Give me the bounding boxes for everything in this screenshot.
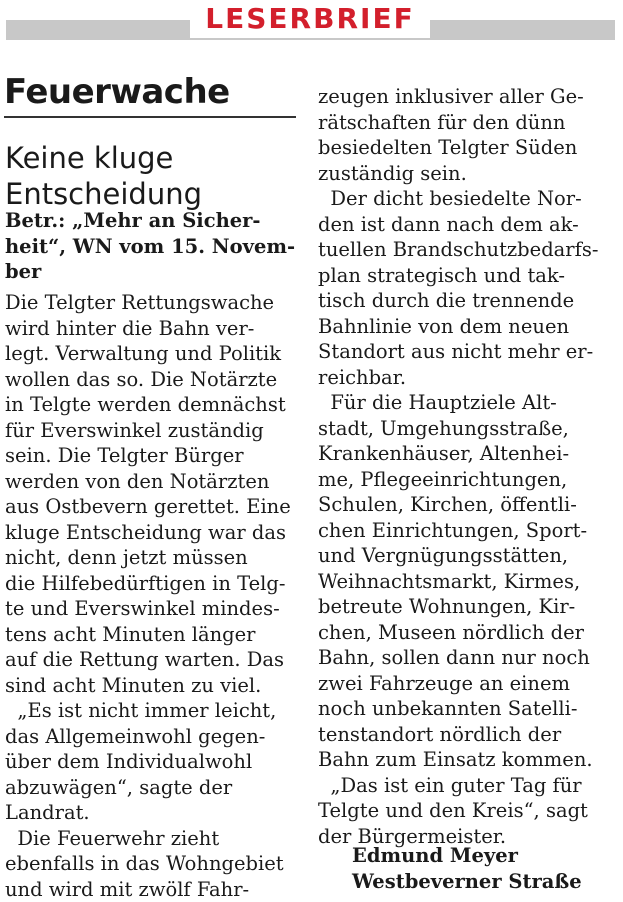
subheadline-line: Keine kluge [5, 140, 202, 176]
body-text-line: tenstandort nördlich der [318, 722, 618, 748]
body-text-line: tisch durch die trennende [318, 288, 618, 314]
body-text-line: sein. Die Telgter Bürger [5, 443, 300, 469]
body-text-line: wird hinter die Bahn ver- [5, 316, 300, 342]
body-text-line: chen Einrichtungen, Sport- [318, 518, 618, 544]
body-text-line: wollen das so. Die Notärzte [5, 367, 300, 393]
body-text-line: der Bürgermeister. [318, 824, 618, 850]
body-text-line: Der dicht besiedelte Nor- [318, 186, 618, 212]
body-text-line: sind acht Minuten zu viel. [5, 673, 300, 699]
body-text-line: über dem Individualwohl [5, 749, 300, 775]
subheadline [5, 140, 202, 212]
body-text-line: abzuwägen“, sagte der [5, 775, 300, 801]
body-text-line: Landrat. [5, 800, 300, 826]
body-text-line: stadt, Umgehungsstraße, [318, 416, 618, 442]
reference-line [5, 208, 295, 285]
body-text-line: Für die Hauptziele Alt- [318, 390, 618, 416]
body-text-line: werden von den Notärzten [5, 469, 300, 495]
body-text-line: für Everswinkel zuständig [5, 418, 300, 444]
body-text-line: aus Ostbevern gerettet. Eine [5, 494, 300, 520]
body-text-line: betreute Wohnungen, Kir- [318, 594, 618, 620]
body-column-2 [318, 84, 618, 849]
body-text-line: plan strategisch und tak- [318, 263, 618, 289]
body-text-line: zeugen inklusiver aller Ge- [318, 84, 618, 110]
body-text-line: Schulen, Kirchen, öffentli- [318, 492, 618, 518]
body-text-line: reichbar. [318, 365, 618, 391]
body-text-line: Bahnlinie von dem neuen [318, 314, 618, 340]
body-text-line: nicht, denn jetzt müssen [5, 545, 300, 571]
body-text-line: das Allgemeinwohl gegen- [5, 724, 300, 750]
subheadline-line: Entscheidung [5, 176, 202, 212]
body-text-line: Die Feuerwehr zieht [5, 826, 300, 852]
body-text-line: tens acht Minuten länger [5, 622, 300, 648]
body-text-line: Bahn, sollen dann nur noch [318, 645, 618, 671]
body-text-line: zwei Fahrzeuge an einem [318, 671, 618, 697]
body-text-line: den ist dann nach dem ak- [318, 212, 618, 238]
reference-text: ber [5, 259, 295, 285]
body-text-line: Weihnachtsmarkt, Kirmes, [318, 569, 618, 595]
body-text-line: Bahn zum Einsatz kommen. [318, 747, 618, 773]
body-text-line: auf die Rettung warten. Das [5, 647, 300, 673]
body-text-line: me, Pflegeeinrichtungen, [318, 467, 618, 493]
body-text-line: besiedelten Telgter Süden [318, 135, 618, 161]
signature [352, 843, 582, 894]
body-text-line: noch unbekannten Satelli- [318, 696, 618, 722]
body-text-line: rätschaften für den dünn [318, 110, 618, 136]
body-text-line: ebenfalls in das Wohngebiet [5, 851, 300, 877]
body-text-line: Standort aus nicht mehr er- [318, 339, 618, 365]
body-text-line: zuständig sein. [318, 161, 618, 187]
section-kicker: LESERBRIEF [205, 2, 414, 35]
author-address: Westbeverner Straße [352, 869, 582, 895]
body-text-line: chen, Museen nördlich der [318, 620, 618, 646]
body-text-line: Telgte und den Kreis“, sagt [318, 798, 618, 824]
body-text-line: „Es ist nicht immer leicht, [5, 698, 300, 724]
reference-text: heit“, WN vom 15. Novem- [5, 234, 295, 260]
body-column-1 [5, 290, 300, 902]
body-text-line: und wird mit zwölf Fahr- [5, 877, 300, 902]
body-text-line: die Hilfebedürftigen in Telg- [5, 571, 300, 597]
body-text-line: te und Everswinkel mindes- [5, 596, 300, 622]
body-text-line: und Vergnügungsstätten, [318, 543, 618, 569]
headline: Feuerwache [4, 72, 230, 112]
body-text-line: kluge Entscheidung war das [5, 520, 300, 546]
section-kicker-box [190, 0, 430, 38]
reference-text: Betr.: „Mehr an Sicher- [5, 208, 295, 234]
body-text-line: Krankenhäuser, Altenhei- [318, 441, 618, 467]
body-text-line: in Telgte werden demnächst [5, 392, 300, 418]
body-text-line: „Das ist ein guter Tag für [318, 773, 618, 799]
headline-rule [4, 116, 296, 118]
author-name: Edmund Meyer [352, 843, 582, 869]
body-text-line: tuellen Brandschutzbedarfs- [318, 237, 618, 263]
body-text-line: Die Telgter Rettungswache [5, 290, 300, 316]
body-text-line: legt. Verwaltung und Politik [5, 341, 300, 367]
